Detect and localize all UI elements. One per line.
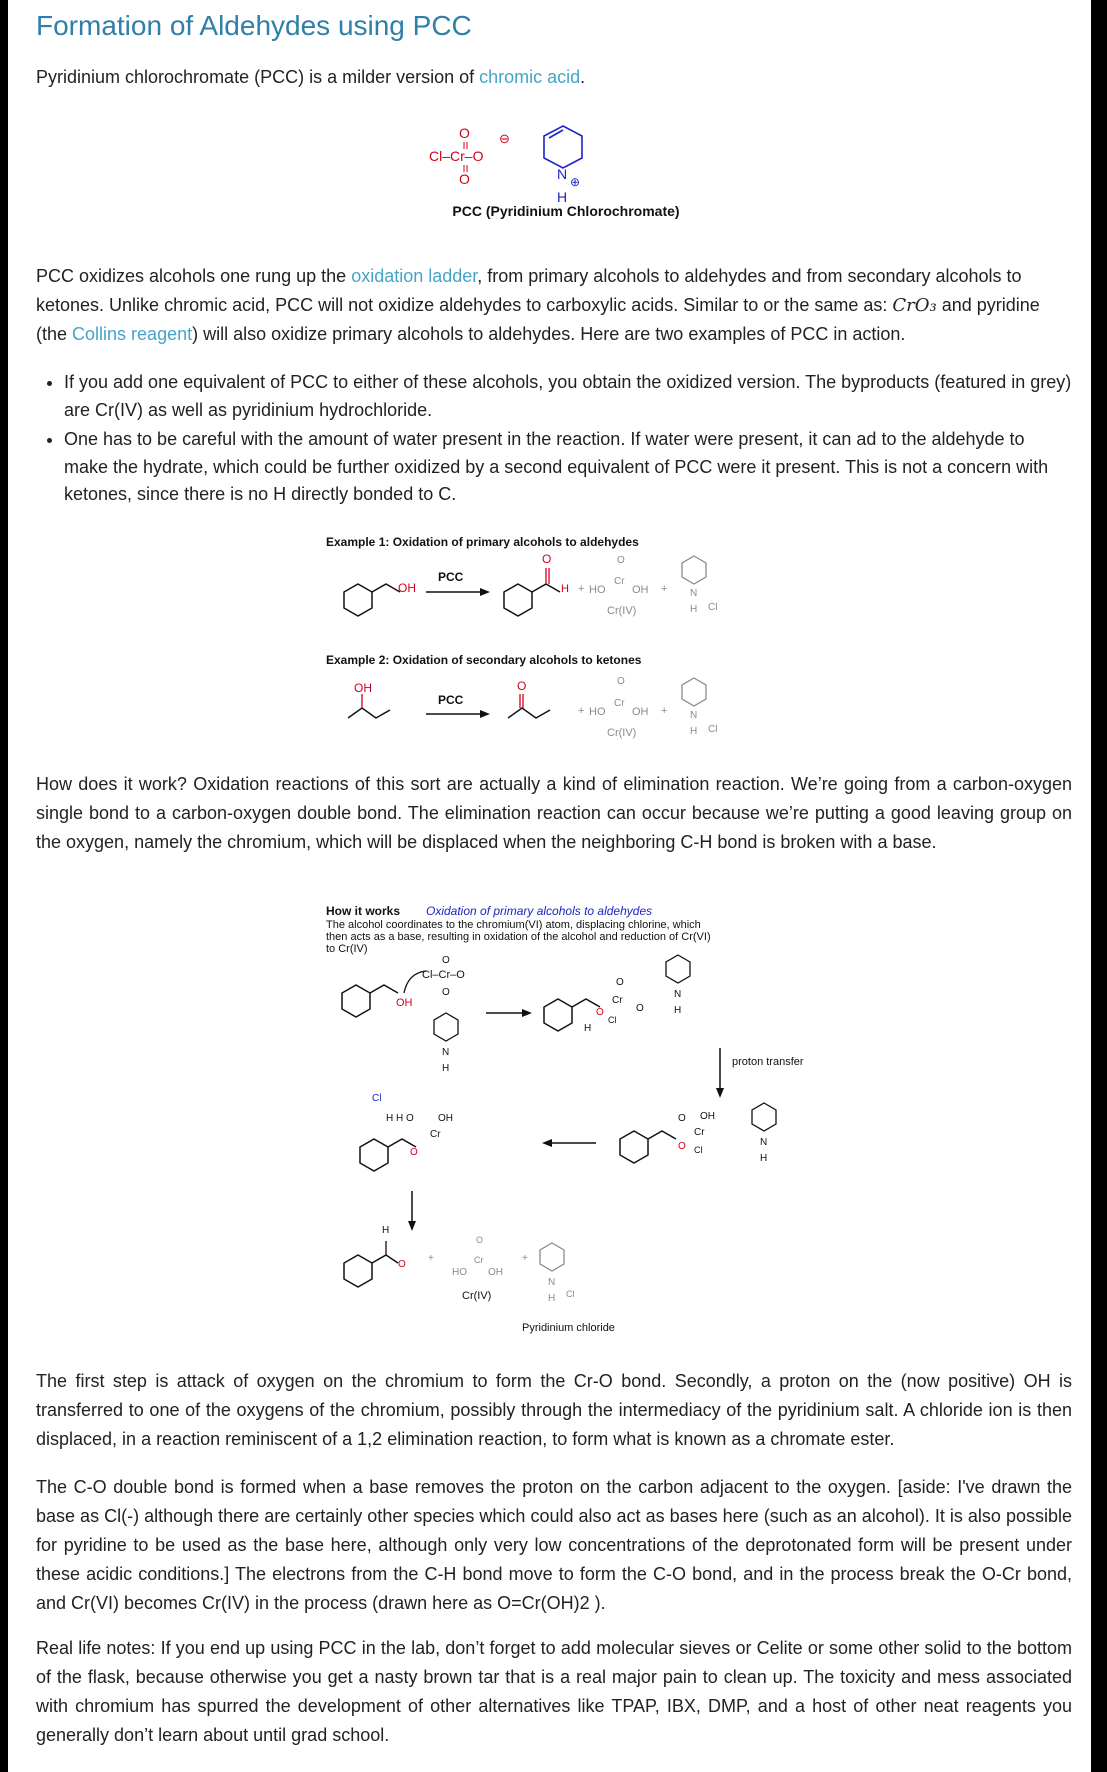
pcc-caption: PCC (Pyridinium Chlorochromate) xyxy=(452,203,680,219)
intro-paragraph xyxy=(36,63,1072,92)
real-life-notes-paragraph: Real life notes: If you end up using PCC in the lab, don’t forget to add molecular sieves or Celite or some other solid to the bottom of the flask, because otherwise you get a nasty brown tar that is a real major pain to clean up. The toxicity and mess associated with chromium has spurred the development of other alternatives like TPAP, IBX, DMP, and a host of other neat reagents you generally don’t learn about until grad school. xyxy=(36,1638,1072,1745)
ex2-cl: Cl xyxy=(708,724,718,735)
oxidizes-text-3: and pyridine (the xyxy=(36,295,1040,344)
step1-arrow xyxy=(522,1009,532,1017)
ex1-criv: Cr(IV) xyxy=(607,605,637,617)
proton-transfer-arrow xyxy=(716,1088,724,1098)
pyridine-ring xyxy=(682,678,706,706)
pcc-structure-figure xyxy=(416,118,716,224)
int1-cr: Cr xyxy=(612,995,623,1006)
pyridine-ring xyxy=(540,1243,564,1271)
cyclohexane-ring xyxy=(360,1139,388,1171)
ex2-n: N xyxy=(690,710,698,721)
mechanism-desc-line: The alcohol coordinates to the chromium(VI) atom, displacing chlorine, which xyxy=(326,919,701,931)
oxidizes-paragraph xyxy=(36,262,1072,349)
ex2-cr: Cr xyxy=(614,698,625,709)
ex1-cl: Cl xyxy=(708,602,718,613)
bullet-list xyxy=(36,369,1072,511)
step1-o-top: O xyxy=(442,955,450,966)
product-oh: OH xyxy=(488,1267,503,1278)
oxidizes-text-4: ) will also oxidize primary alcohols to aldehydes. Here are two examples of PCC in action. xyxy=(192,324,906,344)
step1-h: H xyxy=(442,1063,450,1074)
example-2-title: Example 2: Oxidation of secondary alcohols to ketones xyxy=(326,653,642,667)
pyridine-ring xyxy=(434,1013,458,1041)
cyclohexane-ring xyxy=(344,1255,372,1287)
step1-n: N xyxy=(442,1047,450,1058)
product-cl: Cl xyxy=(566,1289,575,1299)
ex1-plus-2: + xyxy=(661,583,668,595)
product-criv: Cr(IV) xyxy=(462,1290,492,1302)
int3-hho: H H O xyxy=(386,1113,414,1124)
cyclohexane-ring xyxy=(342,985,370,1017)
step3-arrow xyxy=(542,1139,552,1147)
product-plus-2: + xyxy=(522,1253,528,1264)
product-plus-1: + xyxy=(428,1253,434,1264)
product-o: O xyxy=(398,1259,406,1270)
bullet-item: • One has to be careful with the amount of water present in the reaction. If water were present, it can ad to the aldehyde to make the hydrate, which could be further oxidized by a second equivalent of PCC were it present. This is not a concern with ketones, since there is no H directly bonded to C. xyxy=(64,426,1072,509)
ex2-criv: Cr(IV) xyxy=(607,727,637,739)
ex2-oh: OH xyxy=(354,681,372,695)
pyridine-ring xyxy=(752,1103,776,1131)
cyclohexane-ring xyxy=(620,1131,648,1163)
step1-oh: OH xyxy=(396,997,413,1009)
product-h: H xyxy=(382,1225,390,1236)
pcc-minus-charge: ⊖ xyxy=(499,131,510,146)
page xyxy=(8,0,1091,1772)
mechanism-desc-line: to Cr(IV) xyxy=(326,943,368,955)
ex2-arrow xyxy=(480,710,490,718)
double-bond-paragraph: The C-O double bond is formed when a base removes the proton on the carbon adjacent to the oxygen. [aside: I've drawn the base as Cl(-) although there are certainly other species which could also act as bases here (such as an alcohol). It is also possible for pyridine to be used as the base here, although only very low concentrations of the deprotonated form will be present under these acidic conditions.] The electrons from the C-H bond move to form the C-O bond, and in the process break the O-Cr bond, and Cr(VI) becomes Cr(IV) in the process (drawn here as O=Cr(OH)2 ). xyxy=(36,1477,1072,1613)
ex2-plus-1: + xyxy=(578,705,585,717)
pcc-h: H xyxy=(557,189,568,205)
isopropanol-skeleton xyxy=(348,708,390,718)
cyclohexane-ring xyxy=(344,584,372,616)
int2-o-top: O xyxy=(678,1113,686,1124)
int3-oh: OH xyxy=(438,1113,453,1124)
ex1-pyr-h: H xyxy=(690,604,698,615)
example-1-title: Example 1: Oxidation of primary alcohols to aldehydes xyxy=(326,535,639,549)
cyclohexane-ring xyxy=(504,584,532,616)
step1-cl-cr-o: Cl–Cr–O xyxy=(422,969,465,981)
mechanism-desc-line: then acts as a base, resulting in oxidation of the alcohol and reduction of Cr(VI) xyxy=(326,931,711,943)
int1-n: N xyxy=(674,989,682,1000)
mechanism-heading: How it works xyxy=(326,904,401,918)
pcc-cl-cr-o: Cl–Cr–O xyxy=(429,148,484,164)
ex2-ho: HO xyxy=(589,706,606,718)
product-ho: HO xyxy=(452,1267,467,1278)
pcc-examples-figure xyxy=(326,532,766,750)
ex1-oh-right: OH xyxy=(632,584,649,596)
int1-o-top: O xyxy=(616,977,624,988)
oxidation-ladder-link[interactable]: oxidation ladder xyxy=(351,266,478,286)
ex2-plus-2: + xyxy=(661,705,668,717)
product-n: N xyxy=(548,1277,556,1288)
ex1-arrow xyxy=(480,588,490,596)
cro3-formula: CrO₃ xyxy=(892,295,937,316)
int2-h: H xyxy=(760,1153,768,1164)
pcc-n: N xyxy=(557,166,568,182)
pyridine-ring xyxy=(666,955,690,983)
chromic-acid-link[interactable]: chromic acid xyxy=(479,67,581,87)
ex2-reagent: PCC xyxy=(438,693,464,707)
int1-pyr-h: H xyxy=(674,1005,682,1016)
ex1-cr: Cr xyxy=(614,576,625,587)
oxidizes-text-2: , from primary alcohols to aldehydes and from secondary alcohols to ketones. Unlike chromic acid, PCC will not oxidize aldehydes to carboxylic acids. Similar to or the same as: xyxy=(36,266,1022,315)
acetone-skeleton xyxy=(508,708,550,718)
first-step-paragraph: The first step is attack of oxygen on the chromium to form the Cr-O bond. Secondly, a proton on the (now positive) OH is transferred to one of the oxygens of the chromium, possibly through the intermediacy of the pyridinium salt. A chloride ion is then displaced, in a reaction reminiscent of a 1,2 elimination reaction, to form what is known as a chromate ester. xyxy=(36,1371,1072,1449)
mechanism-figure xyxy=(326,903,804,1340)
step4-arrow xyxy=(408,1221,416,1231)
oxidizes-text-1: PCC oxidizes alcohols one rung up the xyxy=(36,266,352,286)
how-paragraph: How does it work? Oxidation reactions of this sort are actually a kind of elimination reaction. We’re going from a carbon-oxygen single bond to a carbon-oxygen double bond. The elimination reaction can occur because we’re putting a good leaving group on the oxygen, namely the chromium, which will be displaced when the neighboring C-H bond is broken with a base. xyxy=(36,774,1072,852)
ex1-oh: OH xyxy=(398,581,416,595)
ex2-cr-o: O xyxy=(617,676,625,687)
int2-o: O xyxy=(678,1141,686,1152)
int3-cl: Cl xyxy=(372,1093,382,1104)
product-cr-o: O xyxy=(476,1235,484,1245)
int2-n: N xyxy=(760,1137,768,1148)
int1-o: O xyxy=(596,1007,604,1018)
ex1-ho: HO xyxy=(589,584,606,596)
intro-text: Pyridinium chlorochromate (PCC) is a milder version of xyxy=(36,67,480,87)
bullet-item: • If you add one equivalent of PCC to either of these alcohols, you obtain the oxidized version. The byproducts (featured in grey) are Cr(IV) as well as pyridinium hydrochloride. xyxy=(64,369,1072,424)
pyridine-ring xyxy=(544,126,582,168)
product-cr: Cr xyxy=(474,1255,484,1265)
int2-cr: Cr xyxy=(694,1127,705,1138)
ex1-o: O xyxy=(542,552,552,566)
int3-cr: Cr xyxy=(430,1129,441,1140)
pyridinium-chloride-label: Pyridinium chloride xyxy=(522,1322,615,1334)
int1-o-right: O xyxy=(636,1003,644,1014)
ex2-o: O xyxy=(517,679,527,693)
int1-cl: Cl xyxy=(608,1015,617,1025)
collins-reagent-link[interactable]: Collins reagent xyxy=(72,324,193,344)
pcc-o-bottom: O xyxy=(459,171,470,187)
proton-transfer-label: proton transfer xyxy=(732,1056,804,1068)
page-title: Formation of Aldehydes using PCC xyxy=(36,10,472,41)
ex1-h: H xyxy=(561,583,569,595)
ex2-oh-right: OH xyxy=(632,706,649,718)
pcc-plus-charge: ⊕ xyxy=(570,175,581,189)
int3-o: O xyxy=(410,1147,418,1158)
pcc-o-top: O xyxy=(459,125,470,141)
intro-period: . xyxy=(580,67,586,87)
int2-oh: OH xyxy=(700,1111,715,1122)
ex2-pyr-h: H xyxy=(690,726,698,737)
ex1-plus-1: + xyxy=(578,583,585,595)
ex1-cr-o: O xyxy=(617,555,625,566)
int1-h: H xyxy=(584,1023,592,1034)
int2-cl: Cl xyxy=(694,1145,703,1155)
ex1-reagent: PCC xyxy=(438,570,464,584)
mechanism-subtitle: Oxidation of primary alcohols to aldehydes xyxy=(426,904,653,918)
step1-o-bottom: O xyxy=(442,987,450,998)
ex1-n: N xyxy=(690,588,698,599)
pyridine-ring xyxy=(682,556,706,584)
product-pyr-h: H xyxy=(548,1293,556,1304)
cyclohexane-ring xyxy=(544,999,572,1031)
